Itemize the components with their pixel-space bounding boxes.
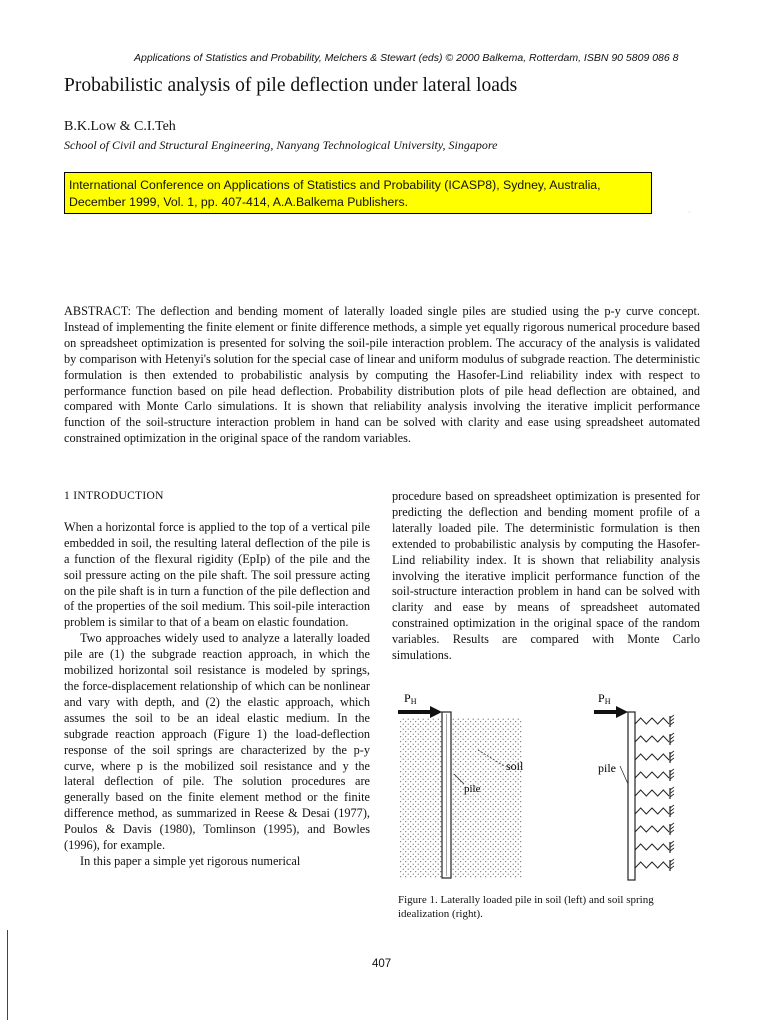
running-header: Applications of Statistics and Probability, Melchers & Stewart (eds) © 2000 Balkema, Rotterdam, ISBN 90 5809 086 8 <box>134 52 679 64</box>
pile-shaft-right <box>628 712 635 880</box>
authors: B.K.Low & C.I.Teh <box>64 119 176 134</box>
figure-1 <box>392 688 700 888</box>
pile-label-right: pile <box>598 761 616 775</box>
spring <box>635 862 669 868</box>
intro-paragraph-1: When a horizontal force is applied to the top of a vertical pile embedded in soil, the resulting lateral deflection of the pile is a function of the flexural rigidity (EpIp) of the pile and the soil pressure acting on the pile shaft. The soil pressure acting on the pile shaft is in turn a function of the pile deflection and of the properties of the soil medium. This soil-pile interaction problem is similar to that of a beam on elastic foundation. <box>64 519 370 630</box>
affiliation: School of Civil and Structural Engineering, Nanyang Technological University, Singapore <box>64 138 498 152</box>
margin-line <box>7 930 8 1020</box>
spring <box>635 808 669 814</box>
soil-region <box>400 718 522 878</box>
pile-in-soil-diagram <box>398 691 524 878</box>
intro-paragraph-3: In this paper a simple yet rigorous numerical <box>80 853 301 868</box>
spring-idealization-diagram <box>594 691 674 880</box>
spring <box>635 772 669 778</box>
spring <box>635 736 669 742</box>
page-number: 407 <box>372 958 392 970</box>
soil-springs <box>635 715 674 871</box>
abstract <box>64 304 700 447</box>
intro-paragraph-2: Two approaches widely used to analyze a laterally loaded pile are (1) the subgrade reaction approach, in which the mobilized horizontal soil resistance is modeled by springs, the force-displacement relationship of which can be nonlinear and vary with depth, and (2) the elastic approach, which assumes the soil to be an ideal elastic medium. In the subgrade reaction approach (Figure 1) the load-deflection response of the soil springs are characterized by the p-y curve, where p is the mobilized soil resistance and y the lateral deflection of pile. The solution procedures are generally based on the finite element method or the finite difference method, as summarized in Reese & Desai (1977), Poulos & Davis (1980), Tomlinson (1995), and Bowles (1996), for example. <box>64 631 370 853</box>
load-label-left: PH <box>404 691 417 706</box>
margin-mark: · <box>688 210 690 216</box>
spring <box>635 718 669 724</box>
intro-paragraph-continued: procedure based on spreadsheet optimization is presented for predicting the deflection and bending moment profile of a laterally loaded pile. The deterministic formulation is then extended to probabilistic analysis by computing the Hasofer-Lind reliability index. It is shown that reliability analysis involving the iterative implicit performance function of the soil-structure interaction problem in hand can be solved with clarity and ease by means of spreadsheet automated constrained optimization in the original space of the random variables. Results are compared with Monte Carlo simulations. <box>392 489 700 663</box>
spring <box>635 790 669 796</box>
load-label-right: PH <box>598 691 611 706</box>
spring <box>635 844 669 850</box>
spring <box>635 754 669 760</box>
abstract-text: The deflection and bending moment of laterally loaded single piles are studied using the p-y curve concept. Instead of implementing the finite element or finite difference methods, a simple yet equally rigorous numerical procedure based on spreadsheet optimization is presented for solving the soil-pile interaction problem. The accuracy of the analysis is validated by comparison with Hetenyi's solution for the special case of linear and uniform modulus of subgrade reaction. The deterministic formulation is then extended to probabilistic analysis by computing the Hasofer-Lind reliability index with respect to performance function based on pile head deflection. Probability distribution plots of pile head deflection are obtained, and compared with Monte Carlo simulations. It is shown that reliability analysis involving the iterative implicit performance function of the soil-structure interaction problem in hand can be solved with clarity and ease using spreadsheet automated constrained optimization in the original space of the random variables. <box>64 304 700 446</box>
section-heading: 1 INTRODUCTION <box>64 490 164 502</box>
soil-label: soil <box>506 759 524 773</box>
left-column <box>64 489 370 870</box>
spring <box>635 826 669 832</box>
pile-label-left: pile <box>464 783 481 795</box>
citation-box <box>64 172 652 214</box>
right-column <box>392 489 700 664</box>
paper-title: Probabilistic analysis of pile deflection under lateral loads <box>64 75 518 96</box>
figure-caption: Figure 1. Laterally loaded pile in soil (left) and soil spring idealization (right). <box>398 894 654 920</box>
abstract-label: ABSTRACT: <box>64 304 132 318</box>
citation-text: International Conference on Applications of Statistics and Probability (ICASP8), Sydney, Australia, December 1999, Vol. 1, pp. 407-414, A.A.Balkema Publishers. <box>69 178 601 209</box>
